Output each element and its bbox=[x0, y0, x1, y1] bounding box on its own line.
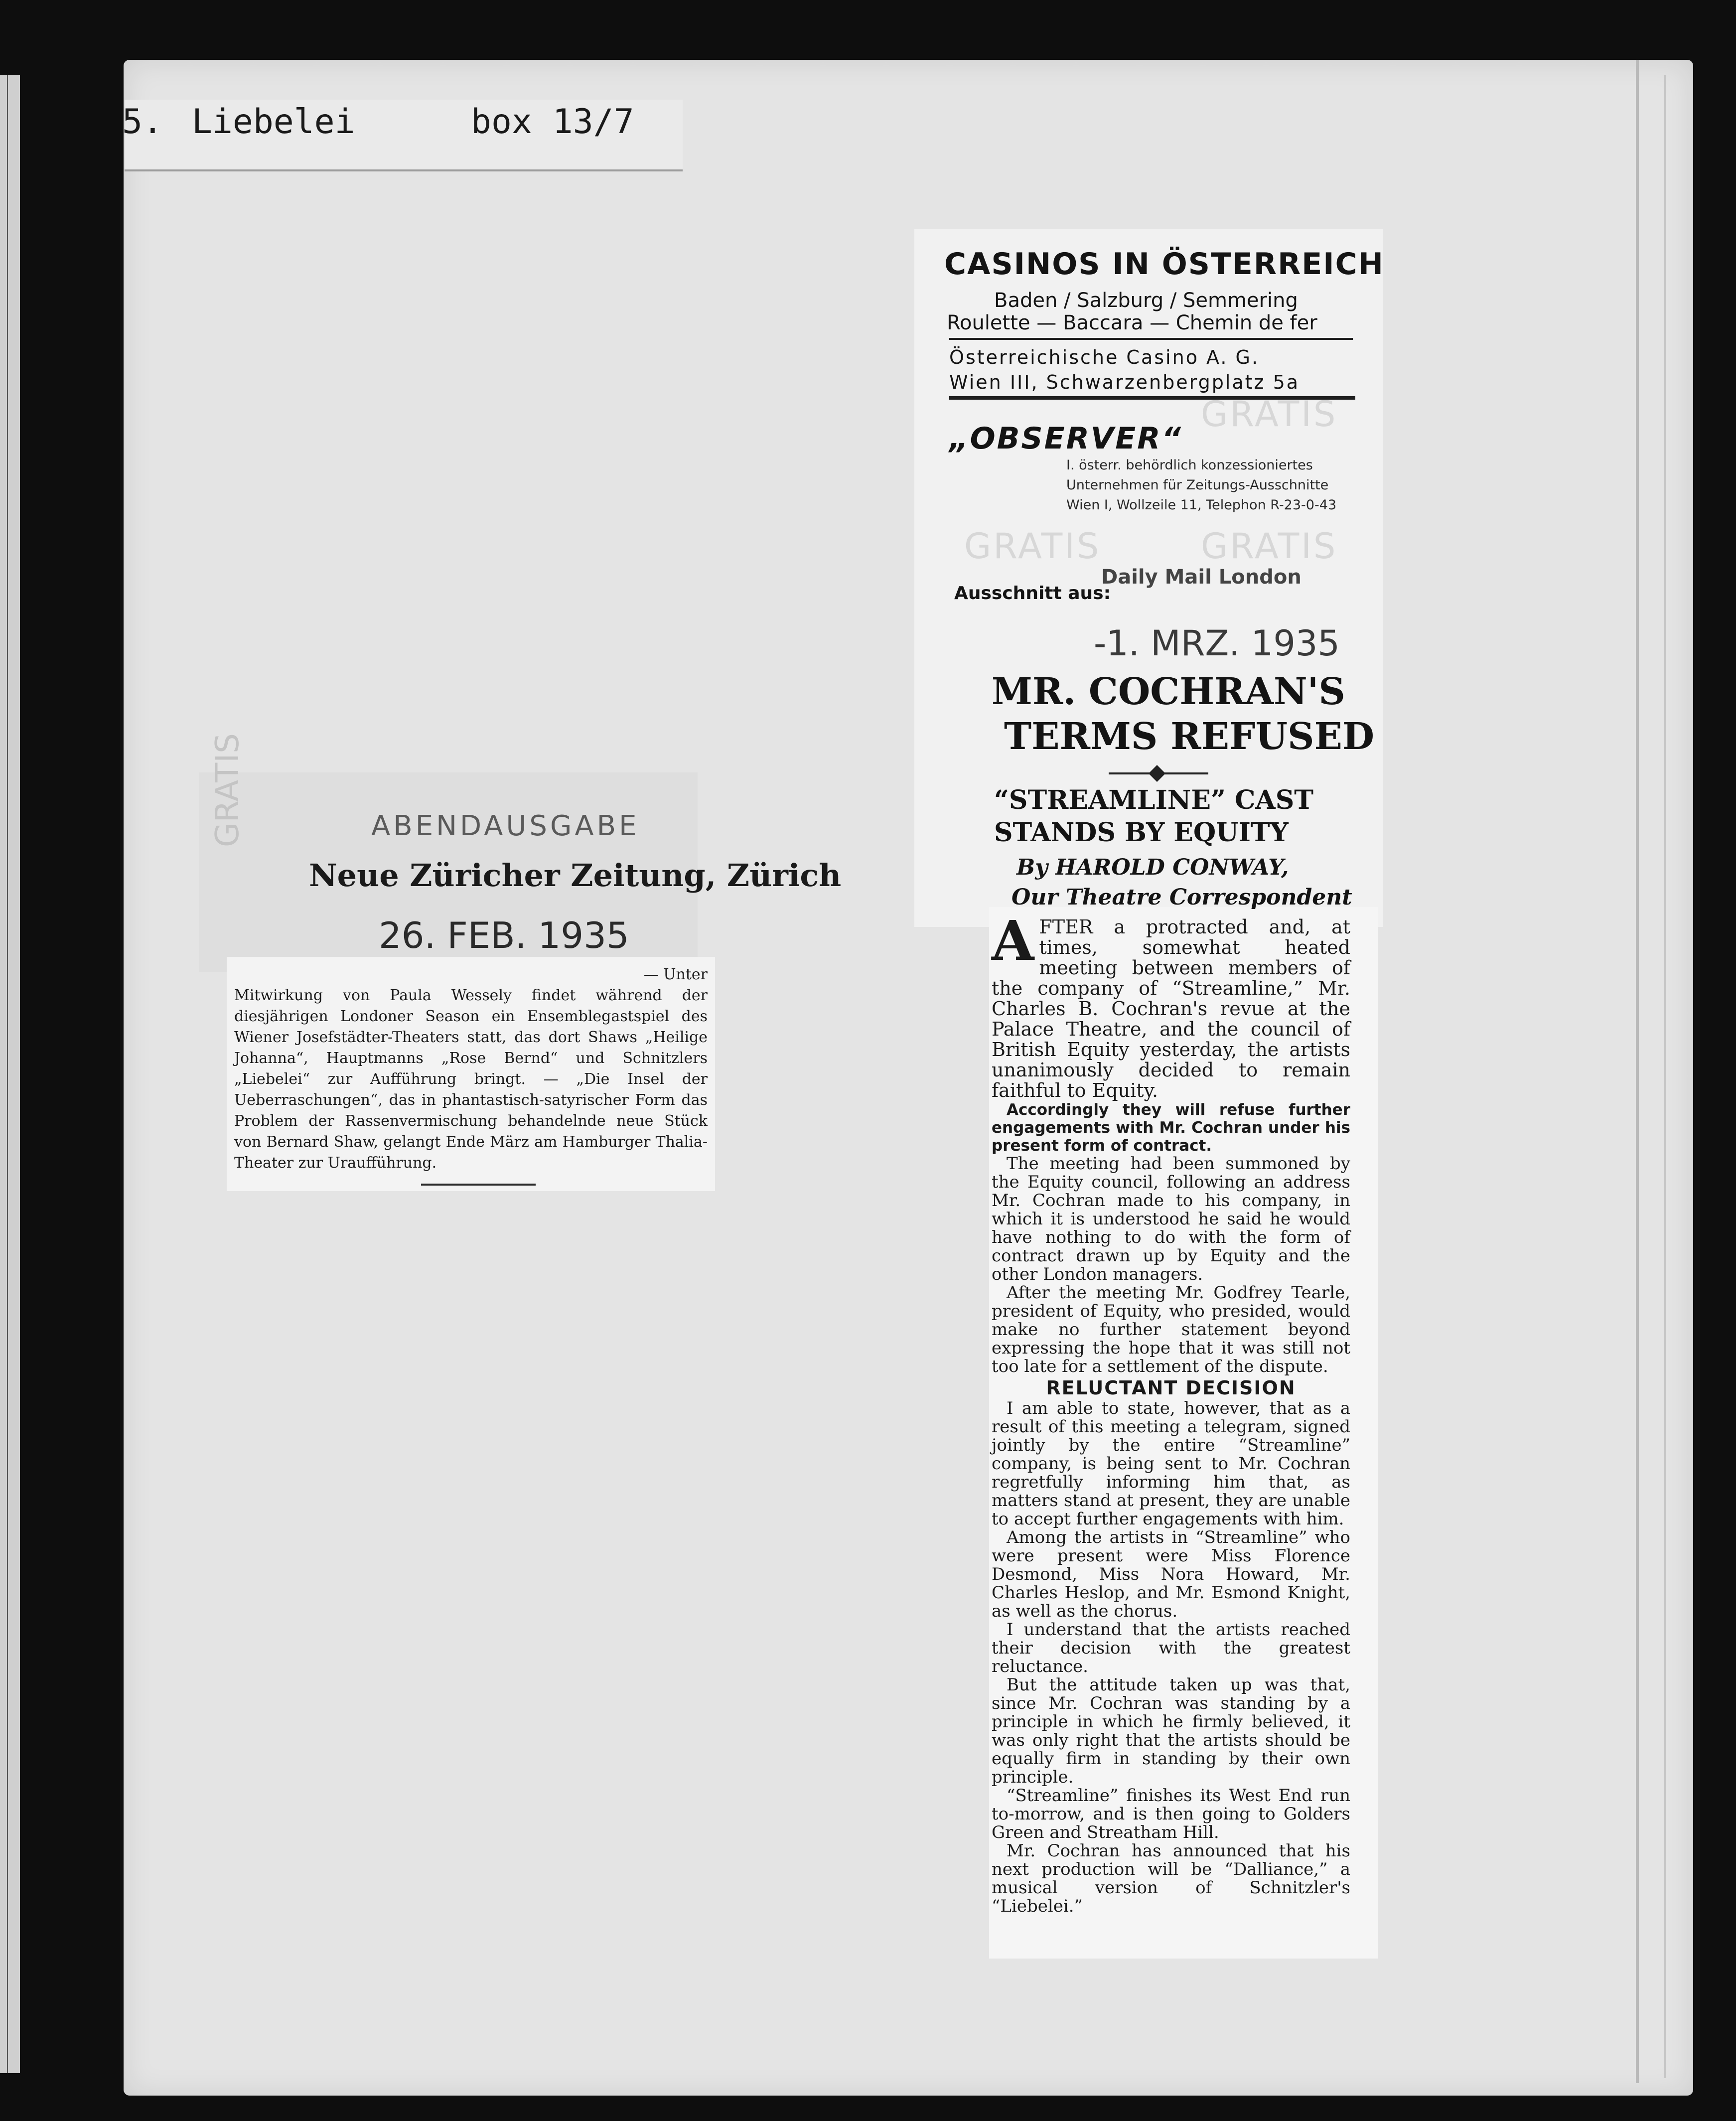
casinos-company: Österreichische Casino A. G. bbox=[949, 346, 1260, 368]
gratis-faint-stamp-2: GRATIS bbox=[964, 526, 1101, 567]
gratis-faint-stamp-1: GRATIS bbox=[1201, 394, 1338, 435]
byline-role: Our Theatre Correspondent bbox=[1012, 885, 1352, 910]
paragraph-7: “Streamline” finishes its West End run to-morrow, and is then going to Golders Green and Streatham Hill. bbox=[992, 1786, 1350, 1842]
adjacent-page-edge bbox=[0, 75, 20, 2073]
ad-rule-1 bbox=[949, 338, 1353, 340]
observer-agency-name: „OBSERVER“ bbox=[949, 421, 1183, 456]
paragraph-6: But the attitude taken up was that, since Mr. Cochran was standing by a principle in which he firmly believed, it was only right that the artists should be equally firm in standing by their own principle. bbox=[992, 1675, 1350, 1787]
casinos-games: Roulette — Baccara — Chemin de fer bbox=[947, 311, 1317, 334]
drop-cap: A bbox=[992, 909, 1034, 973]
end-rule bbox=[421, 1184, 536, 1186]
gratis-stamp-vertical: GRATIS bbox=[209, 733, 246, 847]
clipping-de-text bbox=[234, 964, 708, 1174]
paragraph-2: After the meeting Mr. Godfrey Tearle, president of Equity, who presided, would make no further statement beyond expressing the hope that it was still not too late for a settlement of the dispute. bbox=[992, 1283, 1350, 1376]
ausschnitt-label: Ausschnitt aus: bbox=[954, 583, 1111, 604]
subheadline-2: STANDS BY EQUITY bbox=[994, 817, 1289, 848]
edition-stamp: ABENDAUSGABE bbox=[371, 810, 640, 842]
observer-line-2: Unternehmen für Zeitungs-Ausschnitte bbox=[1066, 477, 1329, 493]
newspaper-name-stamp: Neue Züricher Zeitung, Zürich bbox=[309, 857, 842, 894]
date-stamp: 26. FEB. 1935 bbox=[379, 914, 629, 956]
page-fold-line bbox=[1636, 60, 1639, 2083]
article-body bbox=[992, 909, 1350, 1916]
casinos-address: Wien III, Schwarzenbergplatz 5a bbox=[949, 371, 1300, 393]
lead-text: FTER a protracted and, at times, somewhat heated meeting between members of the company of “Streamline,” Mr. Charles B. Cochran's revue at the Palace Theatre, and the council of British Equity yesterday, the artists unanimously decided to remain faithful to Equity. bbox=[992, 916, 1350, 1101]
observer-line-1: I. österr. behördlich konzessioniertes bbox=[1066, 457, 1313, 473]
headline-line-2: TERMS REFUSED bbox=[1004, 715, 1375, 758]
casinos-places: Baden / Salzburg / Semmering bbox=[994, 289, 1298, 312]
paragraph-1: The meeting had been summoned by the Equity council, following an address Mr. Cochran made to his company, in which it is understood he said he would have nothing to do with the form of contract drawn up by Equity and the other London managers. bbox=[992, 1154, 1350, 1284]
observer-line-3: Wien I, Wollzeile 11, Telephon R-23-0-43 bbox=[1066, 497, 1337, 513]
casinos-ad-title: CASINOS IN ÖSTERREICH bbox=[944, 247, 1384, 282]
clipping-de-first-line: — Unter bbox=[643, 966, 708, 983]
label-title: Liebelei bbox=[192, 102, 355, 142]
source-paper-stamp: Daily Mail London bbox=[1101, 566, 1302, 589]
bold-paragraph: Accordingly they will refuse further engagements with Mr. Cochran under his present form of contract. bbox=[992, 1101, 1350, 1155]
byline-author: By HAROLD CONWAY, bbox=[1016, 855, 1289, 880]
paragraph-5: I understand that the artists reached their decision with the greatest reluctance. bbox=[992, 1620, 1350, 1676]
page-fold-line-2 bbox=[1664, 75, 1666, 2078]
label-box: box 13/7 bbox=[471, 102, 634, 142]
date-stamp-en: -1. MRZ. 1935 bbox=[1094, 623, 1340, 664]
paragraph-4: Among the artists in “Streamline” who were present were Miss Florence Desmond, Miss Nora Howard, Mr. Charles Heslop, and Mr. Esmond Knight, as well as the chorus. bbox=[992, 1527, 1350, 1621]
crosshead: RELUCTANT DECISION bbox=[1046, 1377, 1296, 1399]
paragraph-8: Mr. Cochran has announced that his next production will be “Dalliance,” a musical version of Schnitzler's “Liebelei.” bbox=[992, 1841, 1350, 1916]
clipping-de-paragraph: Mitwirkung von Paula Wessely findet während der diesjährigen Londoner Season ein Ensemblegastspiel des Wiener Josefstädter-Theaters statt, das dort Shaws „Heilige Johanna“, Hauptmanns „Rose Bernd“ und Schnitzlers „Liebelei“ zur Aufführung bringt. — „Die Insel der Ueberraschungen“, das in phantastisch-satyrischer Form das Problem der Rassenvermischung behandelnde neue Stück von Bernard Shaw, gelangt Ende März am Hamburger Thalia-Theater zur Uraufführung. bbox=[234, 987, 708, 1172]
subheadline-1: “STREAMLINE” CAST bbox=[994, 785, 1313, 815]
paragraph-3: I am able to state, however, that as a result of this meeting a telegram, signed jointly by the entire “Streamline” company, is being sent to Mr. Cochran regretfully informing him that, as matters stand at present, they are unable to accept further engagements with him. bbox=[992, 1398, 1350, 1529]
lead-paragraph bbox=[992, 909, 1350, 1101]
gratis-faint-stamp-3: GRATIS bbox=[1201, 526, 1338, 567]
label-number: 5. bbox=[122, 102, 163, 142]
headline-line-1: MR. COCHRAN'S bbox=[992, 670, 1345, 713]
